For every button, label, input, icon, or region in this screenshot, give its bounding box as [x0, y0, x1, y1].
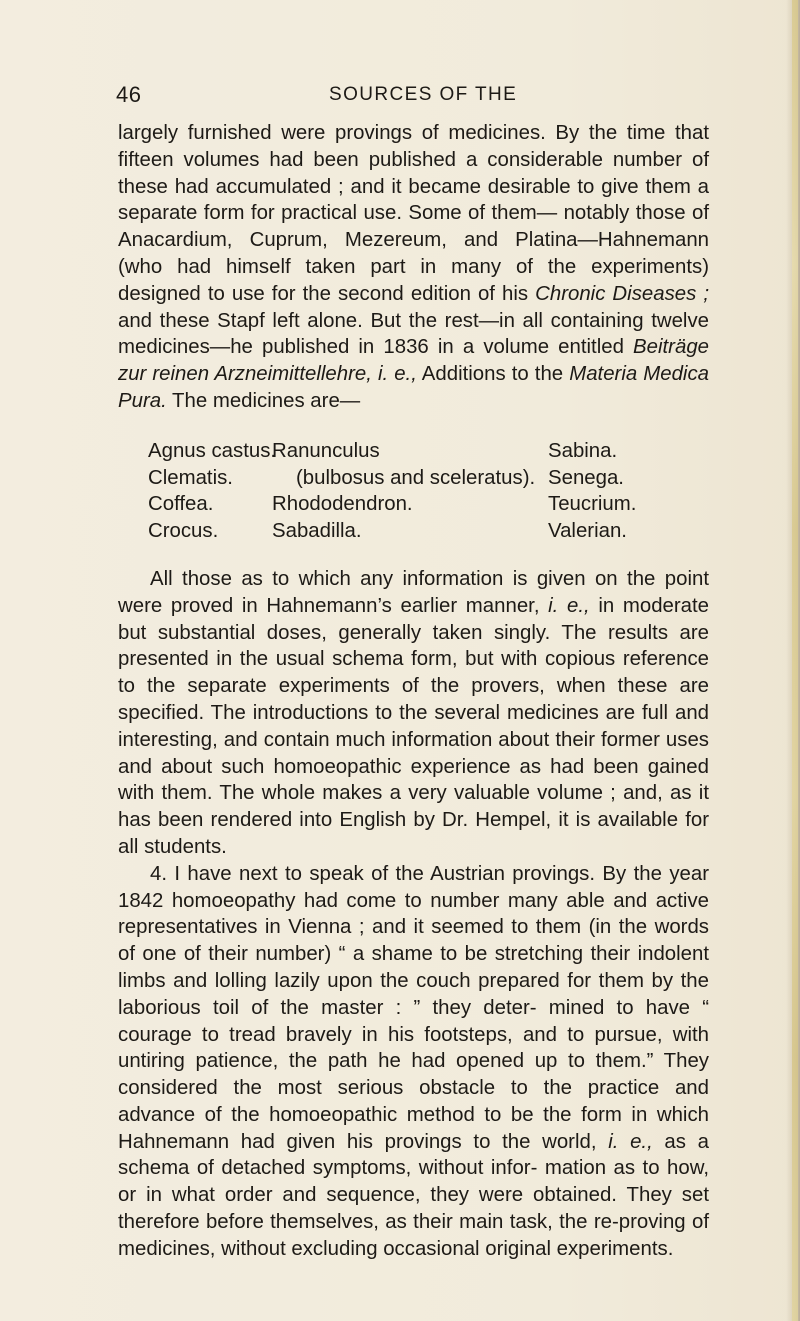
- page-edge-strip: [792, 0, 798, 1321]
- medicine-name: Clematis.: [148, 466, 233, 489]
- medicine-name: Sabina.: [548, 439, 618, 462]
- italic-title: Chronic Diseases ;: [535, 282, 710, 305]
- running-head: SOURCES OF THE: [329, 84, 518, 105]
- italic-title: Materia Medica Pura.: [118, 363, 709, 412]
- page-header: [116, 82, 706, 112]
- medicine-name: Rhododendron.: [272, 493, 413, 516]
- page-number: 46: [116, 82, 142, 107]
- text-run: as a schema of detached symptoms, without infor- mation as to how, or in what order and sequence, they were obtained. They set therefore before themselves, as their main task, the re-proving of medicines, without excluding occasional original experiments.: [118, 1130, 709, 1260]
- text-run: and these Stapf left alone. But the rest—in all containing twelve medicines—he published in 1836 in a volume entitled: [118, 309, 709, 359]
- paragraph-1: [118, 120, 709, 415]
- medicine-name: Agnus castus.: [148, 439, 277, 462]
- medicine-subnote: (bulbosus and sceleratus).: [296, 466, 536, 489]
- italic-abbrev: i. e.,: [548, 594, 590, 617]
- text-run: The medicines are—: [166, 389, 361, 412]
- medicine-name: Senega.: [548, 466, 624, 489]
- medicine-name: Ranunculus: [272, 439, 380, 462]
- text-run: Additions to the: [416, 363, 570, 386]
- italic-abbrev: i. e.,: [377, 363, 417, 386]
- italic-title: Beiträge zur reinen Arzneimittellehre,: [118, 336, 709, 386]
- medicines-list: [148, 438, 709, 545]
- body-text: [118, 120, 709, 1263]
- text-run: All those as to which any information is given on the point were proved in Hahnemann’s earlier manner,: [118, 567, 709, 617]
- text-run: in moderate but substantial doses, generally taken singly. The results are presented in the usual schema form, but with copious reference to the separate experiments of the provers, when these are specified. The introductions to the several medicines are full and interesting, and contain much information about their former uses and about such homoeopathic experience as had been gained with them. The whole makes a very valuable volume ; and, as it has been rendered into English by Dr. Hempel, it is available for all students.: [118, 594, 710, 858]
- paragraph-2: [118, 566, 709, 861]
- medicine-name: Teucrium.: [548, 493, 637, 516]
- medicine-name: Valerian.: [548, 520, 627, 543]
- medicine-name: Sabadilla.: [272, 520, 362, 543]
- text-run: 4. I have next to speak of the Austrian provings. By the year 1842 homoeopathy had come to number many able and active representatives in Vienna ; and it seemed to them (in the words of one of their number) “ a shame to be stretching their indolent limbs and lolling lazily upon the couch prepared for them by the laborious toil of the master : ” they deter- mined to have “ courage to tread bravely in his footsteps, and to pursue, with untiring patience, the path he had opened up to them.” They considered the most serious obstacle to the practice and advance of the homoeopathic method to be the form in which Hahnemann had given his provings to the world,: [118, 862, 709, 1153]
- text-run: largely furnished were provings of medicines. By the time that fifteen volumes had been published a considerable number of these had accumulated ; and it became desirable to give them a separate form for practical use. Some of them— notably those of Anacardium, Cuprum, Mezereum, and Platina—Hahnemann (who had himself taken part in many of the experiments) designed to use for the second edition of his: [118, 122, 709, 305]
- paragraph-3: [118, 861, 709, 1263]
- medicine-name: Coffea.: [148, 493, 214, 516]
- medicine-name: Crocus.: [148, 520, 219, 543]
- italic-abbrev: i. e.,: [608, 1130, 653, 1153]
